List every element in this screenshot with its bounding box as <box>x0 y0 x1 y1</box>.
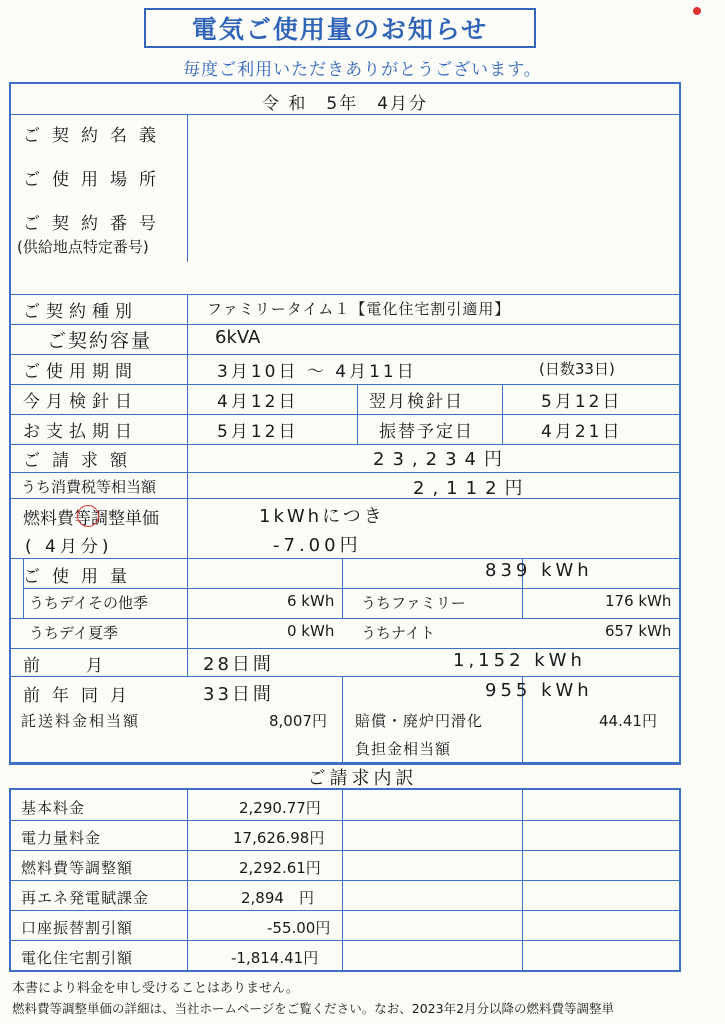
meter-read-value: 4月12日 <box>217 392 299 412</box>
usage-period-label: ご使用期間 <box>23 362 138 382</box>
greeting-text: 毎度ご利用いただきありがとうございます。 <box>183 60 542 80</box>
day-summer-label: うちデイ夏季 <box>29 624 118 642</box>
rule <box>11 820 679 821</box>
rule <box>502 384 503 444</box>
breakdown-title: ご請求内訳 <box>307 768 418 789</box>
rule <box>11 498 679 499</box>
rule <box>11 850 679 851</box>
handwritten-circle-mark <box>77 505 99 527</box>
contract-type-label: ご契約種別 <box>23 302 138 322</box>
billing-month: 令 和 5年 4月分 <box>261 94 429 114</box>
usage-period-value: 3月10日 ～ 4月11日 <box>217 362 417 382</box>
night-value: 657 kWh <box>605 622 672 640</box>
usage-place-label: ご使用場所 <box>23 170 168 190</box>
usage-days: (日数33日) <box>539 360 615 378</box>
breakdown-row-value: 17,626.98円 <box>233 829 325 847</box>
prev-month-days: 28日間 <box>203 654 274 675</box>
transmission-value: 8,007円 <box>269 712 327 730</box>
breakdown-row-label: 再エネ発電賦課金 <box>21 889 150 907</box>
day-summer-value: 0 kWh <box>287 622 335 640</box>
rule <box>11 880 679 881</box>
fuel-adjustment-month: ( 4月分) <box>25 537 113 557</box>
rule <box>11 354 679 355</box>
supply-point-label: (供給地点特定番号) <box>17 238 149 256</box>
rule <box>11 910 679 911</box>
rule <box>11 618 679 619</box>
next-meter-read-label: 翌月検針日 <box>369 392 464 412</box>
transmission-label: 託送料金相当額 <box>21 712 141 730</box>
day-other-value: 6 kWh <box>287 592 335 610</box>
prev-year-days: 33日間 <box>203 684 274 705</box>
usage-amount-label: ご使用量 <box>23 567 139 587</box>
breakdown-row-value: 2,292.61円 <box>239 859 321 877</box>
family-label: うちファミリー <box>361 594 466 612</box>
fuel-adjustment-label: 燃料費等調整単価 <box>23 509 159 529</box>
contract-capacity-value: 6kVA <box>215 327 261 348</box>
rule <box>357 384 358 444</box>
breakdown-row-value: -1,814.41円 <box>231 949 319 967</box>
contract-name-label: ご契約名義 <box>23 126 168 146</box>
rule <box>11 324 679 325</box>
rule <box>11 114 679 115</box>
billing-amount-value: 23,234円 <box>373 449 510 470</box>
breakdown-table <box>9 788 681 972</box>
billing-amount-label: ご請求額 <box>23 451 139 471</box>
page-title-text: 電気ご使用量のお知らせ <box>191 15 489 44</box>
rule <box>187 114 188 262</box>
meter-read-label: 今月検針日 <box>23 392 138 412</box>
breakdown-row-label: 基本料金 <box>21 799 86 817</box>
prev-month-label: 前月 <box>23 656 149 676</box>
rule <box>11 384 679 385</box>
page-title <box>144 8 536 48</box>
payment-due-label: お支払期日 <box>23 422 138 442</box>
transfer-date-value: 4月21日 <box>541 422 623 442</box>
rule <box>11 294 679 295</box>
consumption-tax-value: 2,112円 <box>413 478 531 499</box>
breakdown-row-label: 電化住宅割引額 <box>21 949 134 967</box>
breakdown-row-value: -55.00円 <box>267 919 331 937</box>
breakdown-row-value: 2,290.77円 <box>239 799 321 817</box>
rule <box>11 648 679 649</box>
rule <box>11 414 679 415</box>
rule <box>11 444 679 445</box>
note-line-1: 本書により料金を申し受けることはありません。 <box>12 981 299 996</box>
fuel-adjustment-value: -7.00円 <box>273 535 362 556</box>
prev-year-value: 955 kWh <box>485 680 593 701</box>
prev-year-label: 前年同月 <box>23 686 139 706</box>
usage-amount-value: 839 kWh <box>485 560 593 581</box>
per-kwh-text: 1kWhにつき <box>259 506 385 527</box>
usage-notice-table <box>9 82 681 765</box>
rule <box>11 762 679 763</box>
contract-capacity-label: ご契約容量 <box>47 330 153 352</box>
breakdown-row-value: 2,894 円 <box>241 889 314 907</box>
breakdown-row-label: 口座振替割引額 <box>21 919 134 937</box>
rule <box>11 472 679 473</box>
rule <box>187 294 188 676</box>
transfer-date-label: 振替予定日 <box>379 422 474 442</box>
rule <box>11 558 679 559</box>
note-line-2: 燃料費等調整単価の詳細は、当社ホームページをご覧ください。なお、2023年2月分以降の燃料費等調整単 <box>12 1001 615 1016</box>
rule <box>11 940 679 941</box>
consumption-tax-label: うち消費税等相当額 <box>21 478 157 496</box>
rule <box>342 676 343 762</box>
day-other-label: うちデイその他季 <box>29 594 148 612</box>
payment-due-value: 5月12日 <box>217 422 299 442</box>
rule <box>342 558 343 618</box>
compensation-value: 44.41円 <box>599 712 657 730</box>
family-value: 176 kWh <box>605 592 672 610</box>
rule <box>11 676 679 677</box>
next-meter-read-value: 5月12日 <box>541 392 623 412</box>
breakdown-row-label: 電力量料金 <box>21 829 102 847</box>
contract-number-label: ご契約番号 <box>23 214 168 234</box>
breakdown-row-label: 燃料費等調整額 <box>21 859 134 877</box>
contract-type-value: ファミリータイム１【電化住宅割引適用】 <box>207 300 511 318</box>
prev-month-value: 1,152 kWh <box>453 650 586 671</box>
rule <box>23 588 679 589</box>
compensation-label-1: 賠償・廃炉円滑化 <box>355 712 484 730</box>
compensation-label-2: 負担金相当額 <box>355 740 452 758</box>
night-label: うちナイト <box>361 624 435 642</box>
red-mark <box>693 7 701 15</box>
